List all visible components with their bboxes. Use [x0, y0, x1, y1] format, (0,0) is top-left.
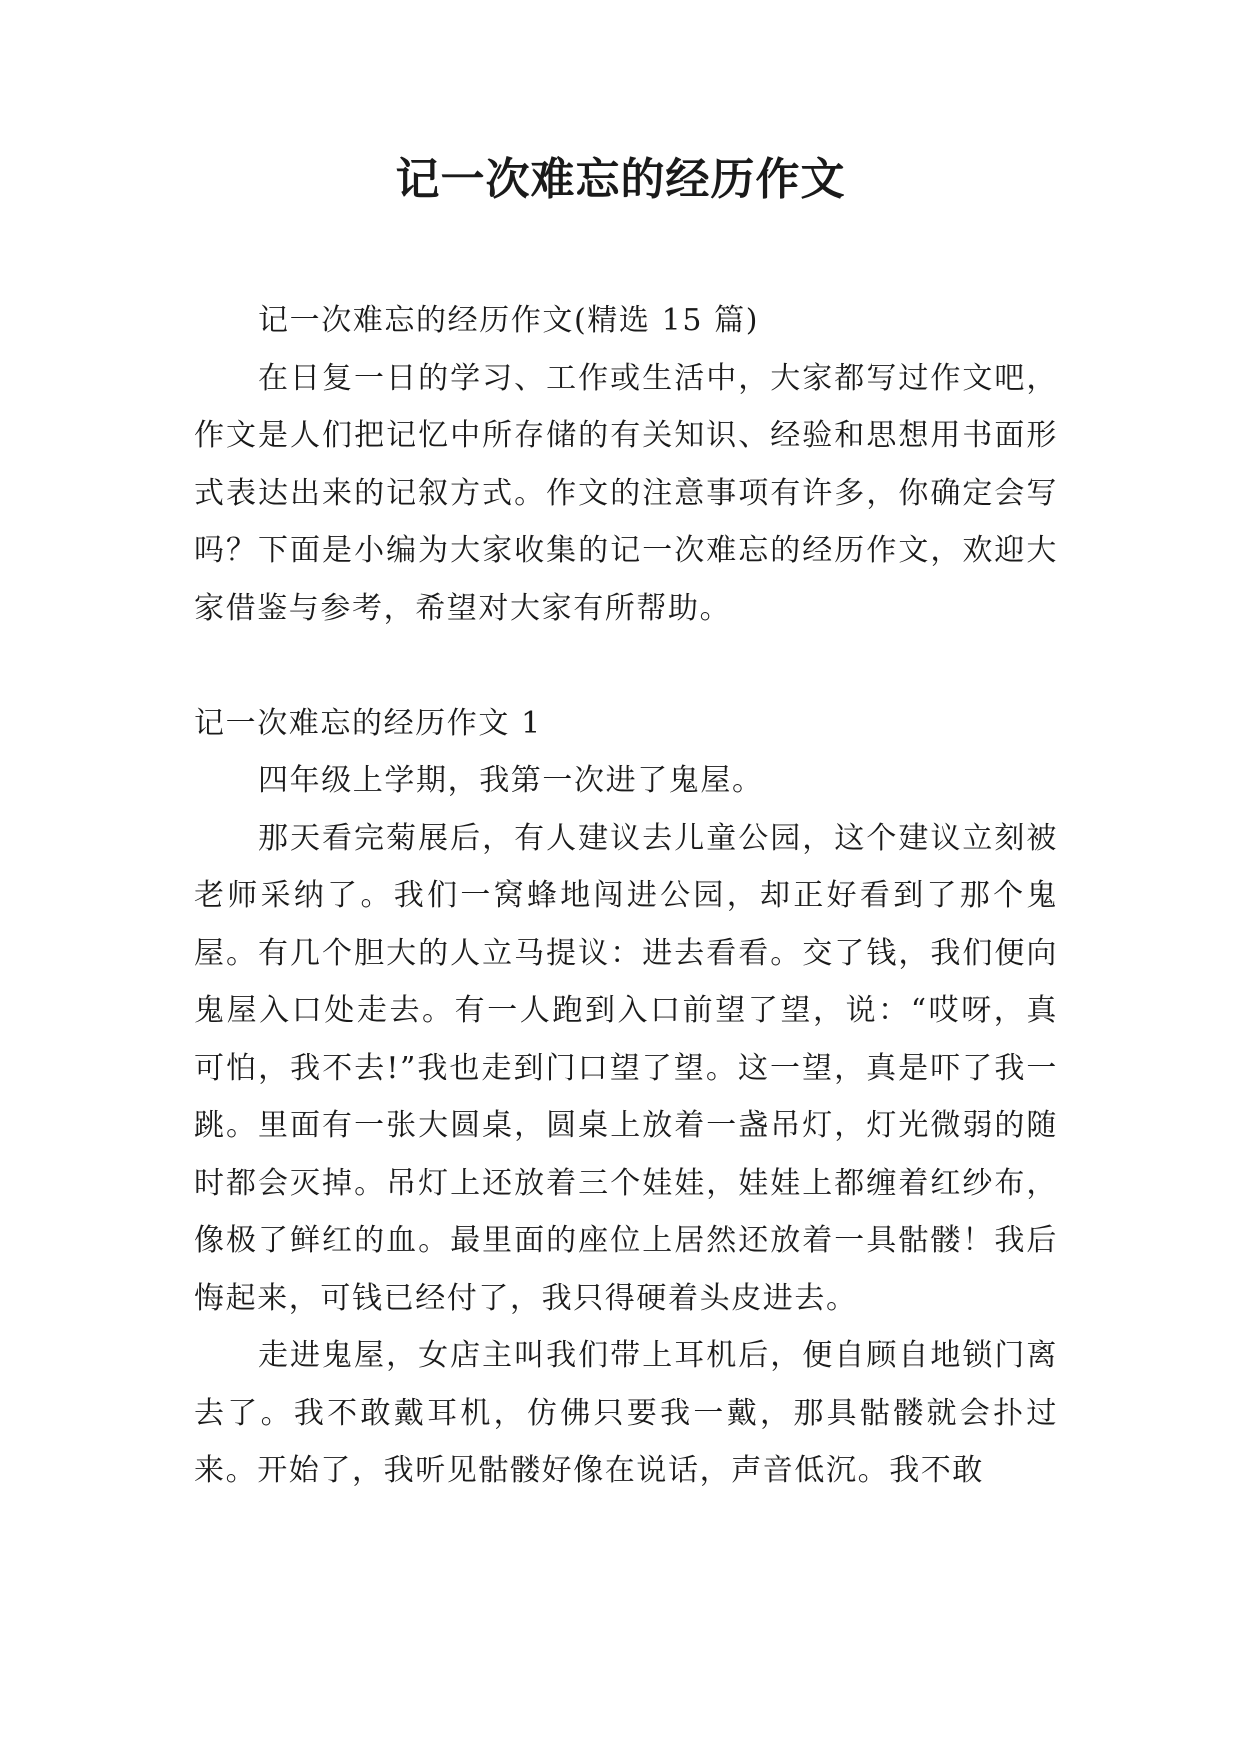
intro-paragraph: 在日复一日的学习、工作或生活中，大家都写过作文吧，作文是人们把记忆中所存储的有关知识、经验和思想用书面形式表达出来的记叙方式。作文的注意事项有许多，你确定会写吗？下面是小编为大家收集的记一次难忘的经历作文，欢迎大家借鉴与参考，希望对大家有所帮助。 — [194, 360, 1058, 626]
paragraph: 走进鬼屋，女店主叫我们带上耳机后，便自顾自地锁门离去了。我不敢戴耳机，仿佛只要我一戴，那具骷髅就会扑过来。开始了，我听见骷髅好像在说话，声音低沉。我不敢 — [194, 1338, 1058, 1488]
section-heading: 记一次难忘的经历作文 1 — [194, 705, 542, 741]
document-title: 记一次难忘的经历作文 — [395, 154, 846, 205]
document-body — [194, 292, 1058, 1500]
subtitle-line: 记一次难忘的经历作文(精选 15 篇) — [258, 303, 760, 338]
section-gap — [194, 637, 1058, 695]
paragraph: 那天看完菊展后，有人建议去儿童公园，这个建议立刻被老师采纳了。我们一窝蜂地闯进公园，却正好看到了那个鬼屋。有几个胆大的人立马提议：进去看看。交了钱，我们便向鬼屋入口处走去。有一人跑到入口前望了望，说：“哎呀，真可怕，我不去!”我也走到门口望了望。这一望，真是吓了我一跳。里面有一张大圆桌，圆桌上放着一盏吊灯，灯光微弱的随时都会灭掉。吊灯上还放着三个娃娃，娃娃上都缠着红纱布，像极了鲜红的血。最里面的座位上居然还放着一具骷髅！我后悔起来，可钱已经付了，我只得硬着头皮进去。 — [194, 820, 1058, 1316]
paragraph: 四年级上学期，我第一次进了鬼屋。 — [258, 763, 764, 798]
